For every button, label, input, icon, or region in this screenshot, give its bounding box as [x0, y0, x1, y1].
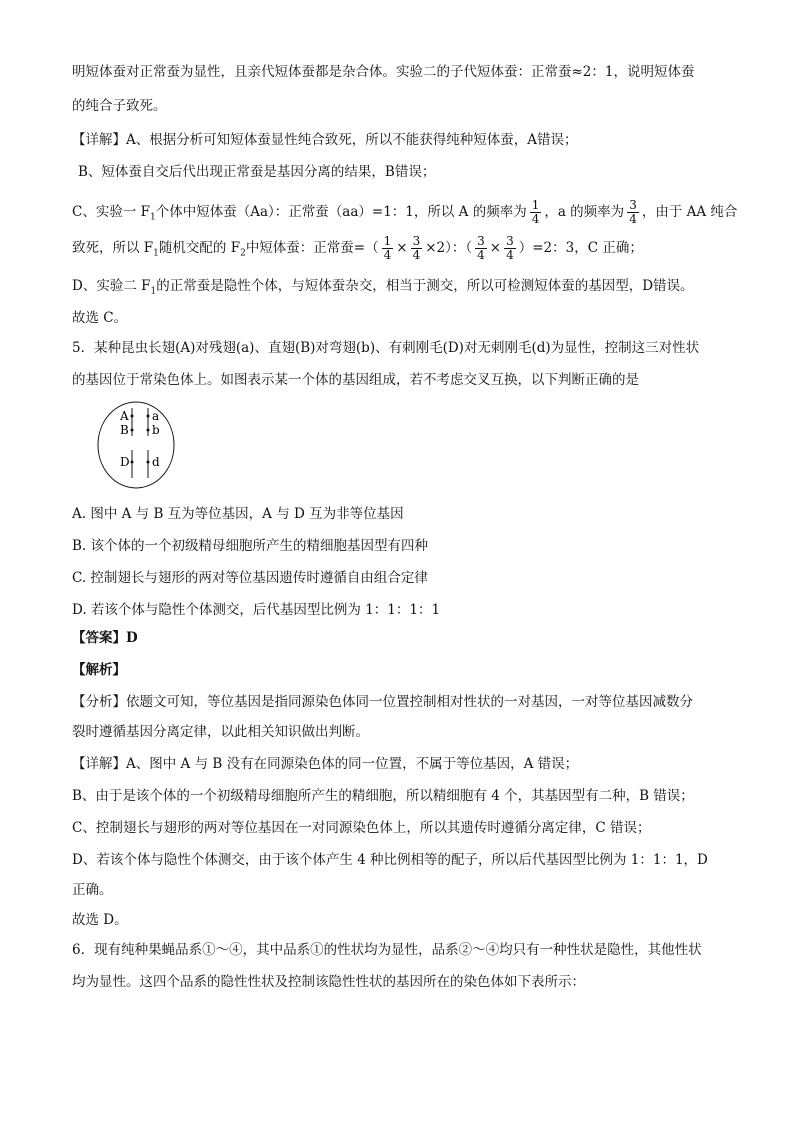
text-line: B、由于是该个体的一个初级精母细胞所产生的精细胞，所以精细胞有 4 个，其基因型有二种，B 错误； — [72, 788, 694, 804]
text-span: ）=2：3，C 正确； — [518, 240, 643, 256]
chromosome-diagram — [96, 400, 176, 490]
question-6-line: 均为显性。这四个品系的隐性性状及控制该隐性性状的基因所在的染色体如下表所示： — [72, 974, 585, 990]
locus-dot — [131, 429, 134, 432]
text-line: 正确。 — [72, 882, 113, 898]
denominator: 4 — [629, 212, 637, 226]
subscript: 2 — [240, 248, 246, 259]
text-line: 【详解】A、图中 A 与 B 没有在同源染色体的同一位置，不属于等位基因，A 错误； — [72, 756, 579, 772]
text-span: D、实验二 F — [72, 278, 151, 294]
denominator: 4 — [477, 248, 485, 262]
cell-outline — [98, 402, 174, 488]
text-line: 【分析】依题文可知，等位基因是指同源染色体同一位置控制相对性状的一对基因，一对等位基因减数分 — [72, 694, 693, 710]
text-span: 致死，所以 F — [72, 240, 154, 256]
fraction — [475, 235, 487, 262]
gene-label-B: B — [120, 423, 129, 437]
text-line: D、若该个体与隐性个体测交，由于该个体产生 4 种比例相等的配子，所以后代基因型比例为 1：1：1，D — [72, 852, 708, 868]
gene-label-a: a — [152, 409, 160, 423]
text-line: C、控制翅长与翅形的两对等位基因在一对同源染色体上，所以其遗传时遵循分离定律，C 错误； — [72, 820, 651, 836]
text-line: 【详解】A、根据分析可知短体蚕显性纯合致死，所以不能获得纯种短体蚕，A错误； — [72, 132, 578, 148]
fraction — [504, 235, 516, 262]
text-line: 明短体蚕对正常蚕为显性，且亲代短体蚕都是杂合体。实验二的子代短体蚕：正常蚕≈2：1，说明短体蚕 — [72, 64, 695, 80]
text-line — [72, 276, 694, 302]
option-c: C. 控制翅长与翅形的两对等位基因遗传时遵循自由组合定律 — [72, 570, 428, 586]
text-span: ，由于 AA 纯合 — [641, 204, 738, 220]
locus-dot — [131, 415, 134, 418]
numerator: 1 — [531, 198, 540, 212]
gene-label-d: d — [152, 455, 160, 469]
text-span: C、实验一 F — [72, 204, 150, 220]
text-span: 个体中短体蚕（Aa）：正常蚕（aa）=1：1，所以 A 的频率为 — [155, 204, 527, 220]
numerator: 3 — [477, 234, 485, 248]
locus-dot — [147, 415, 150, 418]
question-5-line: 的基因位于常染色体上。如图表示某一个体的基因组成，若不考虑交叉互换，以下判断正确的是 — [72, 372, 639, 388]
text-span: ×2）：（ — [425, 240, 473, 256]
text-span: × — [489, 240, 502, 256]
numerator: 3 — [506, 234, 514, 248]
subscript: 1 — [150, 212, 156, 223]
text-span: 中短体蚕：正常蚕=（ — [245, 240, 379, 256]
denominator: 4 — [531, 212, 540, 226]
text-span: × — [396, 240, 408, 256]
question-5-line: 5．某种昆虫长翅(A)对残翅(a)、直翅(B)对弯翅(b)、有刺刚毛(D)对无刺刚毛(d)为显性，控制这三对性状 — [72, 340, 700, 356]
gene-label-D: D — [120, 455, 130, 469]
text-line: 故选 D。 — [72, 912, 128, 928]
locus-dot — [147, 461, 150, 464]
locus-dot — [131, 461, 134, 464]
numerator: 3 — [412, 234, 421, 248]
gene-label-b: b — [152, 423, 160, 437]
fraction — [382, 235, 394, 262]
text-line: 故选 C。 — [72, 310, 128, 326]
text-span: ，a 的频率为 — [544, 204, 625, 220]
fraction — [411, 235, 423, 262]
denominator: 4 — [506, 248, 514, 262]
numerator: 3 — [629, 198, 637, 212]
text-line: 的纯合子致死。 — [72, 98, 167, 114]
subscript: 1 — [153, 248, 159, 259]
gene-label-A: A — [120, 409, 129, 423]
option-b: B. 该个体的一个初级精母细胞所产生的精细胞基因型有四种 — [72, 538, 429, 554]
subscript: 1 — [150, 286, 157, 297]
text-span: 随机交配的 F — [158, 240, 241, 256]
text-line-c2 — [72, 230, 643, 272]
denominator: 4 — [412, 248, 421, 262]
text-span: 的正常蚕是隐性个体，与短体蚕杂交，相当于测交，所以可检测短体蚕的基因型，D错误。 — [156, 278, 694, 294]
question-6-line: 6．现有纯种果蝇品系①～④，其中品系①的性状均为显性，品系②～④均只有一种性状是隐性，其他性状 — [72, 942, 702, 958]
text-line: B、短体蚕自交后代出现正常蚕是基因分离的结果，B错误； — [78, 164, 436, 180]
fraction — [627, 199, 639, 226]
answer-label: 【答案】D — [72, 630, 138, 646]
locus-dot — [147, 429, 150, 432]
text-line: 裂时遵循基因分离定律，以此相关知识做出判断。 — [72, 724, 369, 740]
denominator: 4 — [383, 248, 392, 262]
option-a: A. 图中 A 与 B 互为等位基因，A 与 D 互为非等位基因 — [72, 506, 404, 522]
numerator: 1 — [383, 234, 392, 248]
fraction — [530, 199, 542, 226]
analysis-label: 【解析】 — [72, 662, 126, 678]
option-d: D. 若该个体与隐性个体测交，后代基因型比例为 1：1：1：1 — [72, 602, 441, 618]
